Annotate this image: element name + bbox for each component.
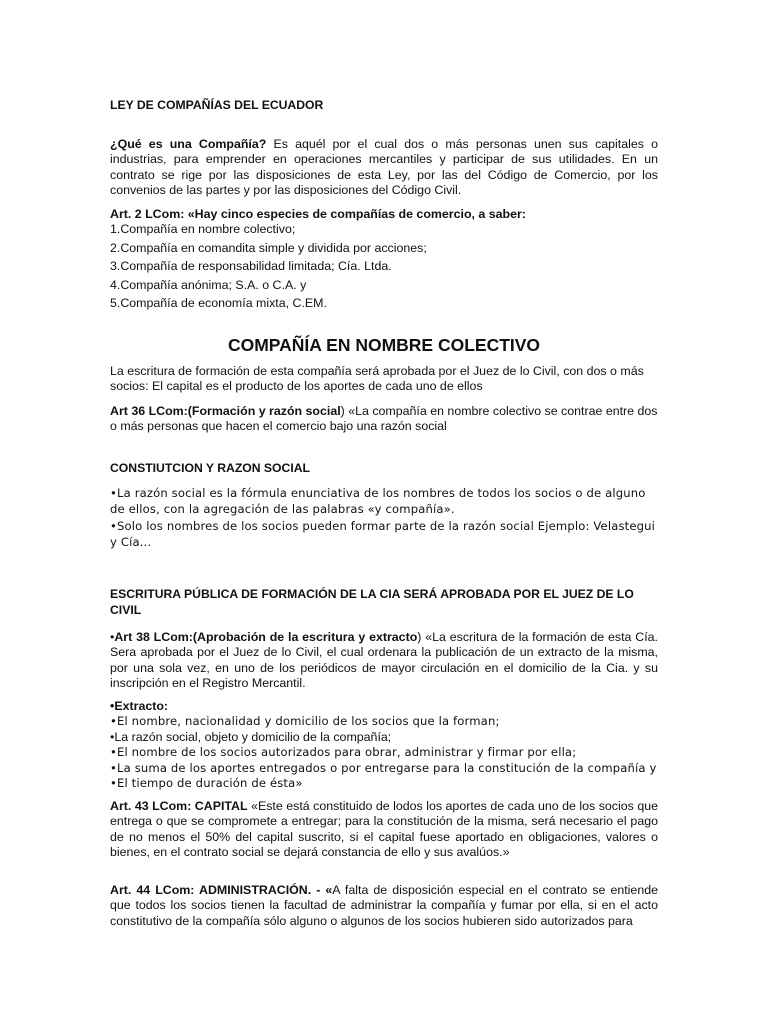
art44-title: Art. 44 LCom: ADMINISTRACIÓN. - « xyxy=(110,883,333,897)
art38-title: Art 38 LCom:(Aprobación de la escritura y extracto xyxy=(114,630,418,644)
art36-text: ) «La compañía en nombre colectivo se contrae entre dos o más personas que hacen el comercio bajo una razón social xyxy=(110,404,658,434)
art2-block xyxy=(110,207,658,311)
escritura-heading: ESCRITURA PÚBLICA DE FORMACIÓN DE LA CIA SERÁ APROBADA POR EL JUEZ DE LO CIVIL xyxy=(110,587,634,617)
document-heading: LEY DE COMPAÑÍAS DEL ECUADOR xyxy=(110,98,324,112)
art43-title: Art. 43 LCom: CAPITAL xyxy=(110,799,248,813)
intro-text: Es aquél por el cual dos o más personas unen sus capitales o industrias, para emprender en operaciones mercantiles y participar de sus utilidades. En un contrato se rige por las disposiciones de esta Ley, por las del Código de Comercio, por los convenios de las partes y por las disposiciones del Código Civil. xyxy=(110,137,658,198)
species-item: 2.Compañía en comandita simple y dividida por acciones; xyxy=(110,240,427,255)
bullet-razon-social: •La razón social es la fórmula enunciativa de los nombres de todos los socios o de alguno de ellos, con la agregación de las palabras «y compañía». xyxy=(110,486,646,516)
species-item: 5.Compañía de economía mixta, C.EM. xyxy=(110,296,327,311)
art38-text: ) «La escritura de la formación de esta Cía. Sera aprobada por el Juez de lo Civil, el cual ordenara la publicación de un extracto de la misma, por una sola vez, en uno de los periódicos de mayor circulación en el domicilio de la Cia. y su inscripción en el Registro Mercantil. xyxy=(110,630,658,691)
art36-title: Art 36 LCom:(Formación y razón social xyxy=(110,404,341,418)
extracto-item: •El nombre de los socios autorizados para obrar, administrar y firmar por ella; xyxy=(110,745,577,760)
art43-text: «Este está constituido de lodos los aportes de cada uno de los socios que entrega o que se compromete a entregar; para la constitución de la misma, será necesario el pago de no menos el 50% del capital suscrito, si el capital fuese aportado en obligaciones, valores o bienes, en el contrato social se dejará constancia de ello y sus avalúos.» xyxy=(110,799,658,860)
intro-question: ¿Qué es una Compañía? xyxy=(110,137,267,151)
formation-paragraph: La escritura de formación de esta compañía será aprobada por el Juez de lo Civil, con dos o más socios: El capital es el producto de los aportes de cada uno de ellos xyxy=(110,364,644,394)
extracto-item: •La suma de los aportes entregados o por entregarse para la constitución de la compañía y xyxy=(110,760,657,775)
extracto-item: •La razón social, objeto y domicilio de la compañía; xyxy=(110,729,392,744)
extracto-block xyxy=(110,699,658,791)
extracto-item: •El tiempo de duración de ésta» xyxy=(110,776,303,791)
bullet-nombres-socios: •Solo los nombres de los socios pueden formar parte de la razón social Ejemplo: Velastegui y Cía... xyxy=(110,519,655,549)
art38-bullet: • xyxy=(110,630,115,644)
art38-paragraph xyxy=(110,630,658,692)
species-item: 4.Compañía anónima; S.A. o C.A. y xyxy=(110,277,307,292)
art44-text: A falta de disposición especial en el contrato se entiende que todos los socios tienen la facultad de administrar la compañía y fumar por ella, si en el acto constitutivo de la compañía sólo alguno o algunos de los socios hubieren sido autorizados para xyxy=(110,883,658,928)
extracto-heading: •Extracto: xyxy=(110,699,169,713)
art36-paragraph xyxy=(110,404,658,435)
constitution-heading: CONSTIUTCION Y RAZON SOCIAL xyxy=(110,461,310,475)
art43-paragraph xyxy=(110,799,658,861)
species-item: 3.Compañía de responsabilidad limitada; Cía. Ltda. xyxy=(110,259,392,274)
art2-title: Art. 2 LCom: «Hay cinco especies de compañías de comercio, a saber: xyxy=(110,207,526,221)
section-title: COMPAÑÍA EN NOMBRE COLECTIVO xyxy=(227,335,541,355)
extracto-item: •El nombre, nacionalidad y domicilio de los socios que la forman; xyxy=(110,714,500,729)
species-item: 1.Compañía en nombre colectivo; xyxy=(110,222,296,237)
art44-paragraph xyxy=(110,883,658,929)
intro-paragraph xyxy=(110,137,658,199)
